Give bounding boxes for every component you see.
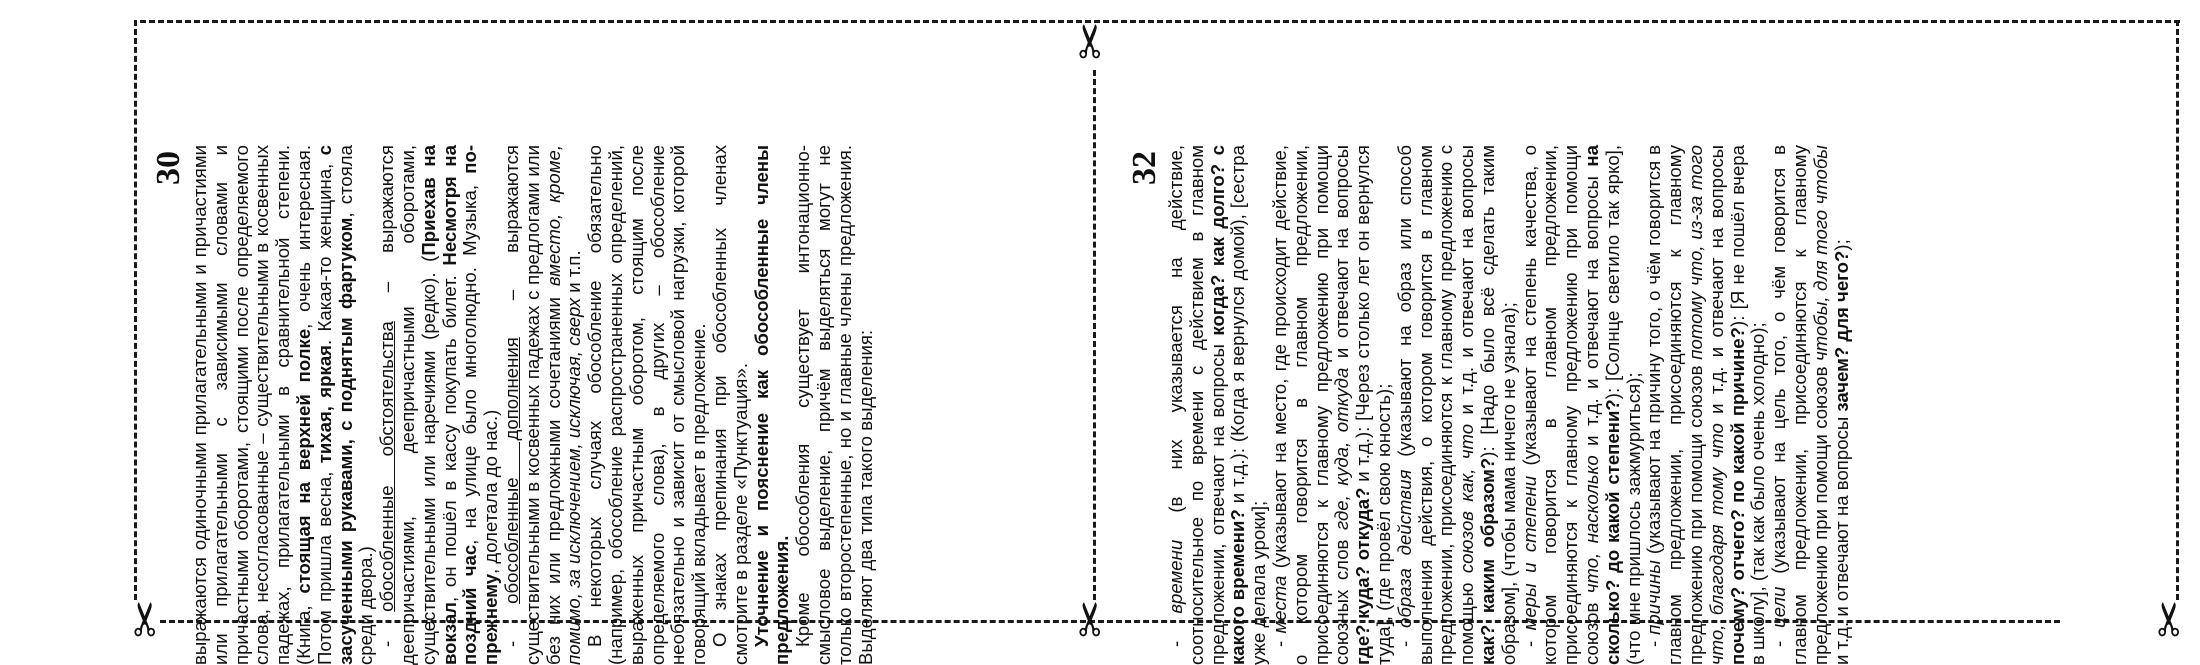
card-page-30 — [150, 145, 876, 665]
text-run: - — [1268, 633, 1290, 647]
text-run: цели — [1768, 586, 1790, 628]
text-run: – выражаются деепричастиями, деепричастными оборотами, существительными или наречиями (редко). ( — [376, 145, 439, 665]
text-run: обособленные дополнения — [500, 337, 522, 604]
text-run: когда? как долго? с какого времени? — [1206, 145, 1249, 665]
text-run: - — [1393, 627, 1415, 647]
text-run: на сколько? до какой степени? — [1580, 145, 1623, 665]
text-run: и т.д.): (Когда я вернулся домой), [сестра уже делала уроки]; — [1227, 145, 1270, 665]
text-run: с засученными рукавами, с поднятым фартуком — [313, 144, 356, 665]
text-run: и т.д.): [Через столько лет он вернулся туда], (где провёл свою юность); — [1352, 145, 1394, 665]
text-run: (указывают на место, где происходит действие, о котором говорится в главном предложении, присоединяются к главному предложению при помощи союзных слов — [1268, 145, 1353, 665]
text-run: чтобы, для того чтобы — [1809, 145, 1831, 361]
text-run: . Какая-то женщина, — [313, 155, 335, 345]
cut-line-top — [140, 20, 2180, 23]
text-run: тихая, яркая — [313, 344, 335, 464]
scissors-icon: ✂ — [118, 599, 173, 639]
paragraph — [190, 145, 377, 665]
text-run: (указывают на образ или способ выполнения действия, о котором говорится в главном предложении, присоединяются к главному предложению с помощью — [1393, 144, 1478, 665]
text-run: выражаются одиночными прилагательными и причастиями или прилагательными с зависимыми словами и причастными оборотами, стоящими после определяемого слова, несогласованные – существительными в косвенных падежах, прилагательными в сравнительной степени. (Книга, — [189, 145, 314, 665]
text-run: союзов как, что — [1456, 423, 1478, 574]
text-run: почему? отчего? по какой причине? — [1726, 327, 1748, 665]
cut-line-right — [2176, 20, 2179, 600]
paragraph — [752, 145, 794, 665]
card-text — [150, 145, 876, 665]
text-run: и отвечают на вопросы — [1331, 145, 1353, 368]
text-run: О знаках препинания при обособленных членах смотрите в разделе «Пунктуация». — [708, 145, 751, 665]
text-run: , стояла среди двора.) — [334, 145, 377, 665]
text-run: и т.д. и отвечают на вопросы — [1456, 145, 1478, 424]
card-text — [1126, 145, 1852, 665]
text-run: (указывают на причину того, о чём говорится в главном предложении, присоединяются к главному предложению при помощи союзов — [1643, 144, 1706, 665]
text-run: обособленные обстоятельства — [376, 321, 398, 612]
paragraph — [585, 145, 710, 665]
text-run: и т.п. — [563, 250, 585, 298]
text-run: стоящая на верхней полке — [292, 328, 314, 594]
text-run: как? каким образом? — [1476, 457, 1498, 665]
page-number: 32 — [1126, 151, 1163, 185]
paragraph — [502, 145, 585, 665]
cut-line-middle — [1093, 70, 1096, 600]
text-run: , долетала до нас.) — [480, 409, 502, 574]
text-run: меры и степени — [1518, 475, 1540, 631]
paragraph — [710, 145, 752, 665]
text-run: – выражаются существительными в косвенных падежах с предлогами или без них или предложными сочетаниями — [500, 145, 564, 665]
text-run: - — [1643, 634, 1665, 647]
text-run: Уточнение и пояснение как обособленные члены предложения. — [750, 145, 793, 665]
text-run: Несмотря на поздний час — [438, 144, 481, 665]
text-run: В некоторых случаях обособление обязательно (например, обособление распространенных определений, выраженных причастным оборотом, стоящим после определяемого слова), в других – обособление необязательно и зависит от смысловой нагрузки, которой говорящий вкладывает в предложение. — [584, 145, 710, 665]
text-run: , на улице было многолюдно. Музыка, — [459, 173, 481, 545]
page-number: 30 — [150, 151, 187, 185]
text-run: ); — [1830, 239, 1852, 251]
text-run: где? куда? откуда? — [1352, 487, 1374, 665]
text-run: , он пошёл в кассу покупать билет. — [438, 265, 460, 602]
text-run: , очень интересная. Потом пришла весна, — [292, 145, 335, 665]
text-run: и т.д. и отвечают на вопросы — [1580, 166, 1602, 456]
paragraph — [1769, 145, 1852, 665]
text-run: где, куда, откуда — [1331, 367, 1353, 530]
text-run: ): [Я не пошёл вчера в школу], (так как было очень холодно); — [1726, 145, 1769, 665]
text-run: потому что, из-за того что, благодаря тому что — [1684, 145, 1727, 665]
text-run: - — [1768, 627, 1790, 647]
text-run: места — [1268, 575, 1290, 634]
text-run: ): [Надо было всё сделать таким образом], (чтобы мама ничего не узнала); — [1476, 145, 1519, 665]
paragraph — [1395, 145, 1520, 665]
scissors-icon: ✂ — [2142, 599, 2197, 639]
text-run: образа действия — [1393, 469, 1415, 628]
text-run: Приехав на вокзал — [417, 145, 460, 665]
scissors-icon: ✂ — [1063, 599, 1118, 639]
scissors-icon: ✂ — [1063, 21, 1118, 61]
paragraph — [1270, 145, 1395, 665]
paragraph — [1520, 145, 1645, 665]
text-run: ): [Солнце светило так ярко], (что мне пришлось зажмуриться); — [1601, 145, 1644, 665]
text-run: причины — [1643, 560, 1665, 635]
paragraph — [377, 145, 502, 665]
text-run: зачем? для чего? — [1830, 250, 1852, 412]
text-run: и т.д. и отвечают на вопросы — [1830, 411, 1852, 665]
paragraph — [793, 145, 876, 665]
text-run: Кроме обособления существует интонационно-смысловое выделение, причём выделяться могут не только второстепенные, но и главные члены предложения. Выделяют два типа такого выделения: — [792, 145, 876, 665]
cut-line-left — [134, 20, 137, 600]
text-run: - — [376, 611, 398, 647]
text-run: (указывают на цель того, о чём говорится в главном предложении, присоединяются к главному предложению при помощи союзов — [1768, 144, 1831, 665]
text-run: вместо, кроме, помимо, за исключением, исключая, сверх — [542, 145, 585, 665]
card-page-32 — [1126, 145, 1852, 665]
text-run: времени — [1165, 539, 1186, 614]
text-run: что, насколько — [1580, 455, 1602, 594]
text-run: - — [1518, 630, 1540, 647]
paragraph — [1644, 145, 1769, 665]
text-run: (в них указывается на действие, соотносительное по времени с действием в главном предложении, отвечают на вопросы — [1165, 145, 1228, 665]
text-run: и т.д. и отвечают на вопросы — [1705, 145, 1727, 424]
text-run: - — [1165, 613, 1186, 647]
text-run: (указывают на степень качества, о котором говорится в главном предложении, присоединяются к главному предложению при помощи союзов — [1518, 145, 1602, 665]
text-run: - — [500, 603, 522, 647]
paragraph — [1166, 145, 1270, 665]
text-run: по-прежнему — [459, 144, 502, 665]
